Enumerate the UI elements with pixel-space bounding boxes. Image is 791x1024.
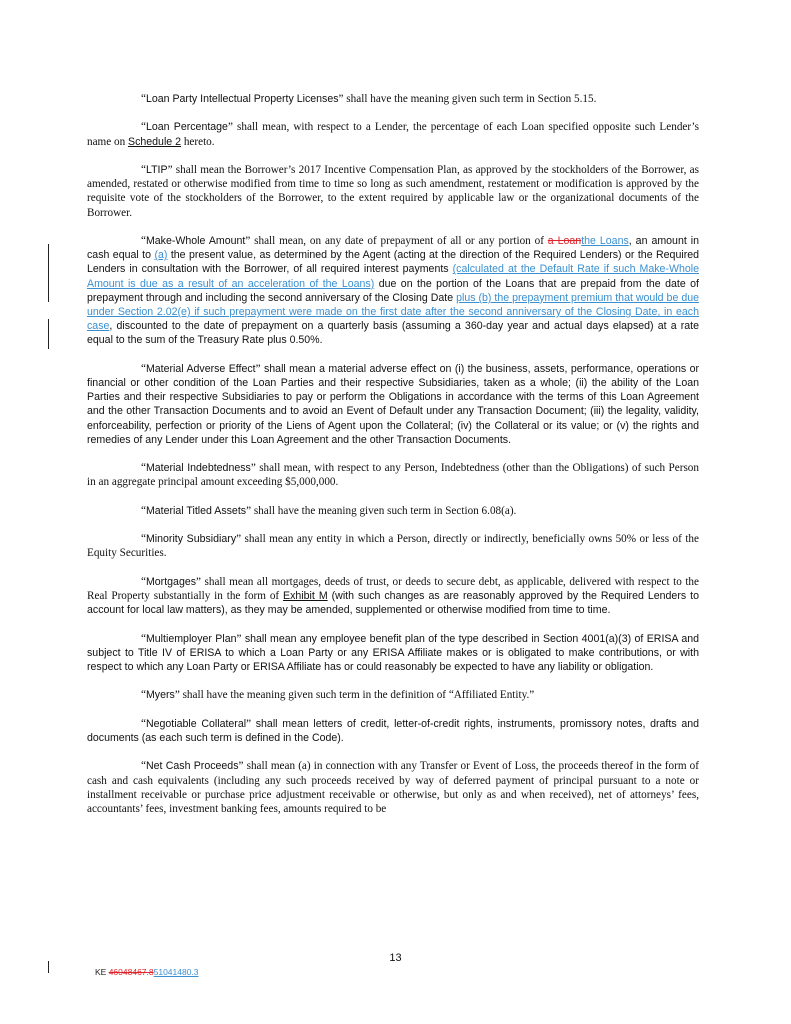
definition-paragraph: “Material Titled Assets” shall have the meaning given such term in Section 6.08(a).: [141, 504, 517, 517]
defined-term: Loan Party Intellectual Property Licenses: [145, 93, 339, 105]
doc-id-inserted: 51041480.3: [153, 967, 199, 977]
definition-paragraph: “Loan Percentage” shall mean, with respect to a Lender, the percentage of each Loan specified opposite such Lender’s name on Schedule 2 hereto.: [87, 121, 699, 148]
document-id: [95, 967, 199, 977]
definition-paragraph: “Net Cash Proceeds” shall mean (a) in connection with any Transfer or Event of Loss, the proceeds thereof in the form of cash and cash equivalents (including any such proceeds received by way of deferred payment of principal pursuant to a note or installment receivable or purchase price adjustment receivable or otherwise, but only as and when received), net of attorneys’ fees, accountants’ fees, investment banking fees, amounts required to be: [87, 760, 699, 815]
definition-text: , an amount in cash equal to: [87, 234, 699, 262]
definition-paragraph: “Loan Party Intellectual Property Licenses” shall have the meaning given such term in Section 5.15.: [141, 93, 597, 105]
defined-term: Make-Whole Amount: [145, 234, 246, 247]
defined-term: Multiemployer Plan: [145, 632, 237, 645]
deleted-text: a Loan: [547, 234, 582, 247]
defined-term: Net Cash Proceeds: [145, 760, 239, 773]
inserted-text: (calculated at the Default Rate if such Make-Whole Amount is due as a result of an acceleration of the Loans): [87, 263, 699, 290]
definition-text: shall mean the Borrower’s 2017 Incentive Compensation Plan, as approved by the stockholders of the Borrower, as amended, restated or otherwise modified from time to time so long as such amendment, restatement or modification is approved by the requisite vote of the stockholders of the Borrower, to the extent required by applicable law or the organizational documents of the Borrower.: [87, 163, 699, 219]
definition-text: shall mean letters of credit, letter-of-credit rights, instruments, promissory notes, drafts and documents (as each such term is defined in the Code).: [87, 717, 699, 744]
definition-text: shall have the meaning given such term in Section 6.08(a).: [251, 504, 517, 517]
defined-term: Material Indebtedness: [145, 462, 251, 475]
exhibit-link[interactable]: Exhibit M: [283, 589, 328, 602]
defined-term: LTIP: [145, 163, 168, 176]
definition-paragraph: “Material Indebtedness” shall mean, with respect to any Person, Indebtedness (other than the Obligations) of such Person in an aggregate principal amount exceeding $5,000,000.: [87, 462, 699, 489]
definition-text: shall have the meaning given such term in Section 5.15.: [343, 93, 597, 105]
definition-text: shall mean, with respect to any Person, Indebtedness (other than the Obligations) of such Person in an aggregate principal amount exceeding $5,000,000.: [87, 462, 699, 489]
definition-paragraph: “Material Adverse Effect” shall mean a material adverse effect on (i) the business, assets, performance, operations or financial or other condition of the Loan Parties and their respective Subsidiaries, taken as a whole; (ii) the ability of the Loan Parties and their respective Subsidiaries to pay or perform the Obligations in accordance with the terms of this Loan Agreement and the other Transaction Documents and to avoid an Event of Default under any Transaction Document; (iii) the legality, validity, enforceability, perfection or priority of the Liens of Agent upon the Collateral; (iv) the Collateral or its value; or (v) the rights and remedies of any Lender under this Loan Agreement and the other Transaction Documents.: [87, 362, 699, 446]
definition-text: shall mean (a) in connection with any Transfer or Event of Loss, the proceeds thereof in the form of cash and cash equivalents (including any such proceeds received by way of deferred payment of principal pursuant to a note or installment receivable or purchase price adjustment receivable or otherwise, but only as and when received), net of attorneys’ fees, accountants’ fees, investment banking fees, amounts required to be: [87, 760, 699, 815]
defined-term: Minority Subsidiary: [145, 533, 237, 546]
schedule-link[interactable]: Schedule 2: [128, 135, 182, 148]
definition-text: , discounted to the date of prepayment on a quarterly basis (assuming a 360-day year and actual days elapsed) at a rate equal to the sum of the Treasury Rate plus 0.50%.: [87, 320, 699, 347]
defined-term: Myers: [145, 689, 175, 702]
inserted-text: the Loans: [581, 234, 629, 247]
definition-paragraph: “Myers” shall have the meaning given such term in the definition of “Affiliated Entity.”: [141, 689, 535, 702]
page-number: 13: [389, 952, 402, 964]
definition-paragraph: “Minority Subsidiary” shall mean any entity in which a Person, directly or indirectly, beneficially owns 50% or less of the Equity Securities.: [87, 533, 699, 560]
change-bar: [48, 244, 49, 302]
doc-id-deleted: 46048467.8: [108, 967, 154, 977]
definition-text: shall mean, on any date of prepayment of all or any portion of: [250, 234, 548, 247]
doc-id-prefix: KE: [95, 967, 109, 977]
definition-text: shall mean, with respect to a Lender, the percentage of each Loan specified opposite such Lender’s name on: [87, 121, 699, 148]
definition-paragraph: “Negotiable Collateral” shall mean letters of credit, letter-of-credit rights, instruments, promissory notes, drafts and documents (as each such term is defined in the Code).: [87, 717, 699, 744]
definition-text: due on the portion of the Loans that are prepaid from the date of prepayment through and including the second anniversary of the Closing Date: [87, 277, 699, 304]
defined-term: Material Titled Assets: [145, 504, 247, 517]
definition-text: (with such changes as are reasonably approved by the Required Lenders to account for local law matters), as they may be amended, supplemented or otherwise modified from time to time.: [87, 589, 699, 617]
inserted-text: plus (b) the prepayment premium that would be due under Section 2.02(e) if such prepayment were made on the first date after the second anniversary of the Closing Date, in each case: [87, 291, 699, 333]
defined-term: Mortgages: [145, 575, 197, 588]
definition-text: shall mean a material adverse effect on (i) the business, assets, performance, operations or financial or other condition of the Loan Parties and their respective Subsidiaries, taken as a whole; (ii) the ability of the Loan Parties and their respective Subsidiaries to pay or perform the Obligations in accordance with the terms of this Loan Agreement and the other Transaction Documents and to avoid an Event of Default under any Transaction Document; (iii) the legality, validity, enforceability, perfection or priority of the Liens of Agent upon the Collateral; (iv) the Collateral or its value; or (v) the rights and remedies of any Lender under this Loan Agreement and the other Transaction Documents.: [87, 362, 699, 446]
definition-text: hereto.: [181, 135, 215, 148]
definition-text: shall have the meaning given such term in the definition of “Affiliated Entity.”: [179, 689, 535, 702]
defined-term: Loan Percentage: [145, 121, 228, 134]
definition-text: shall mean any entity in which a Person, directly or indirectly, beneficially owns 50% or less of the Equity Securities.: [87, 533, 699, 560]
definition-paragraph: “Make-Whole Amount” shall mean, on any date of prepayment of all or any portion of a Loanthe Loans, an amount in cash equal to (a) the present value, as determined by the Agent (acting at the direction of the Required Lenders) or the Required Lenders in consultation with the Borrower, of all required interest payments (calculated at the Default Rate if such Make-Whole Amount is due as a result of an acceleration of the Loans) due on the portion of the Loans that are prepaid from the date of prepayment through and including the second anniversary of the Closing Date plus (b) the prepayment premium that would be due under Section 2.02(e) if such prepayment were made on the first date after the second anniversary of the Closing Date, in each case, discounted to the date of prepayment on a quarterly basis (assuming a 360-day year and actual days elapsed) at a rate equal to the sum of the Treasury Rate plus 0.50%.: [87, 234, 700, 347]
definition-text: shall mean all mortgages, deeds of trust, or deeds to secure debt, as applicable, delivered with respect to the Real Property substantially in the form of: [87, 575, 699, 602]
inserted-text: (a): [154, 249, 168, 262]
definition-text: shall mean any employee benefit plan of the type described in Section 4001(a)(3) of ERISA and subject to Title IV of ERISA to which a Loan Party or any ERISA Affiliate makes or is obligated to make contributions, or with respect to which any Loan Party or ERISA Affiliate has or could reasonably be expected to have any liability or obligation.: [87, 632, 699, 673]
definition-text: the present value, as determined by the Agent (acting at the direction of the Required Lenders) or the Required Lenders in consultation with the Borrower, of all required interest payments: [87, 249, 700, 276]
document-body: [87, 92, 699, 830]
definition-paragraph: “Mortgages” shall mean all mortgages, deeds of trust, or deeds to secure debt, as applicable, delivered with respect to the Real Property substantially in the form of Exhibit M (with such changes as are reasonably approved by the Required Lenders to account for local law matters), as they may be amended, supplemented or otherwise modified from time to time.: [87, 575, 699, 617]
definition-paragraph: “LTIP” shall mean the Borrower’s 2017 Incentive Compensation Plan, as approved by the stockholders of the Borrower, as amended, restated or otherwise modified from time to time so long as such amendment, restatement or modification is approved by the requisite vote of the stockholders of the Borrower, to the extent required by applicable law or the organizational documents of the Borrower.: [87, 163, 699, 219]
defined-term: Material Adverse Effect: [145, 362, 256, 375]
change-bar: [48, 319, 49, 349]
definition-paragraph: “Multiemployer Plan” shall mean any employee benefit plan of the type described in Section 4001(a)(3) of ERISA and subject to Title IV of ERISA to which a Loan Party or any ERISA Affiliate makes or is obligated to make contributions, or with respect to which any Loan Party or ERISA Affiliate has or could reasonably be expected to have any liability or obligation.: [87, 632, 699, 673]
defined-term: Negotiable Collateral: [145, 717, 247, 730]
